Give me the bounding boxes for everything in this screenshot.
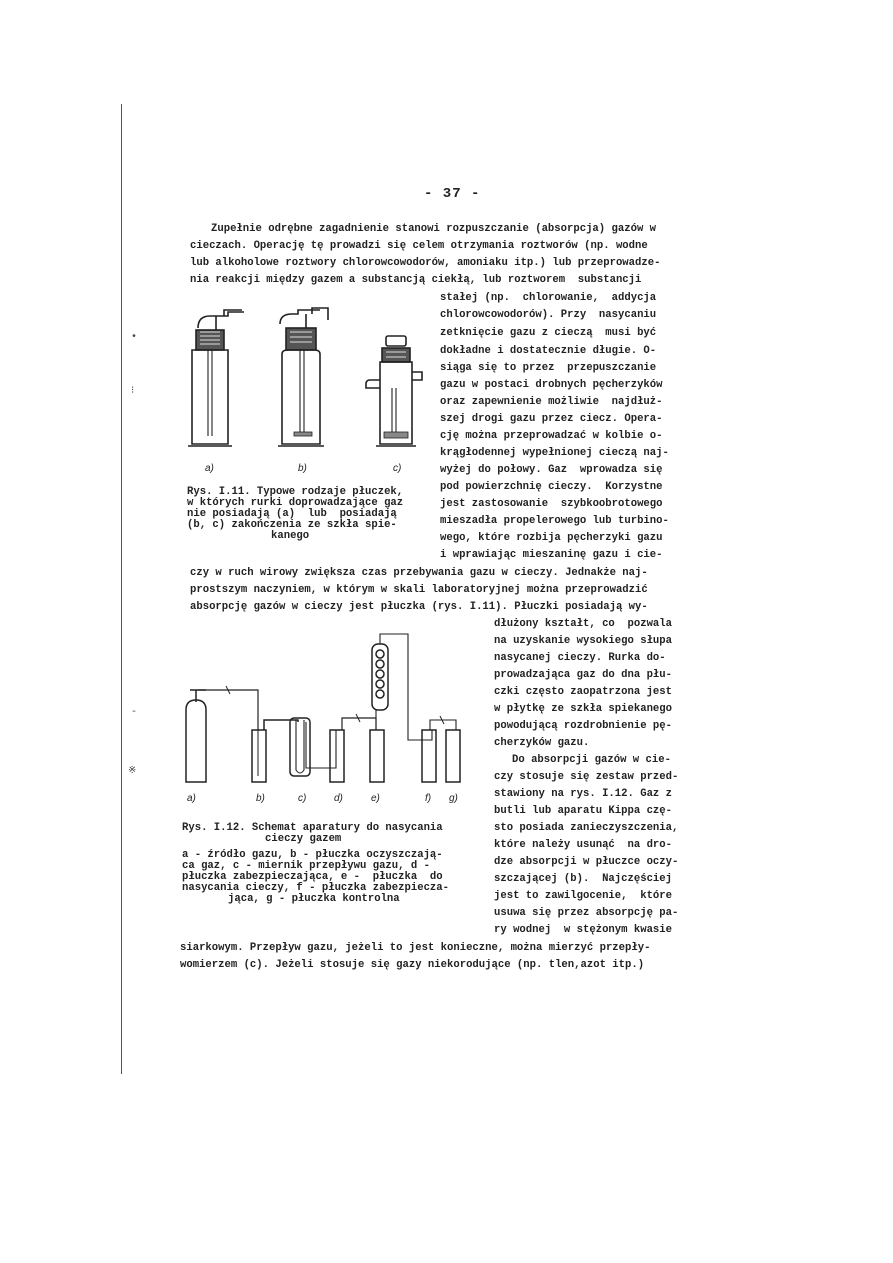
body-line: zetknięcie gazu z cieczą musi być: [440, 327, 657, 339]
body-line: ry wodnej w stężonym kwasie: [494, 924, 673, 936]
figure-1-caption-line: kanego: [271, 530, 310, 542]
washer-d-illustration: [330, 714, 376, 782]
figure-2-caption-line: a - źródło gazu, b - płuczka oczyszczają-: [182, 849, 443, 861]
body-line: cję można przeprowadzać w kolbie o-: [440, 430, 663, 442]
body-line: Zupełnie odrębne zagadnienie stanowi rozpuszczanie (absorpcja) gazów w: [211, 223, 657, 235]
scan-speck: ※: [128, 766, 137, 777]
body-line: powodującą rozdrobnienie pę-: [494, 720, 673, 732]
body-line: nasycanej cieczy. Rurka do-: [494, 652, 666, 664]
body-line: lub alkoholowe roztwory chlorowcowodorów, amoniaku itp.) lub przeprowadze-: [190, 257, 661, 269]
body-line: cherzyków gazu.: [494, 737, 590, 749]
body-line: jest to zawilgocenie, które: [494, 890, 673, 902]
body-line: siąga się to przez przepuszczanie: [440, 362, 657, 374]
body-line: w płytkę ze szkła spiekanego: [494, 703, 673, 715]
body-line: dze absorpcji w płuczce oczy-: [494, 856, 679, 868]
body-line: cieczach. Operację tę prowadzi się celem otrzymania roztworów (np. wodne: [190, 240, 648, 252]
body-line: Do absorpcji gazów w cie-: [512, 754, 671, 766]
figure-2-caption-line: Rys. I.12. Schemat aparatury do nasycania: [182, 822, 443, 834]
figure-2-label-b: b): [256, 793, 265, 804]
figure-2-label-e: e): [371, 793, 380, 804]
washer-b-illustration: [252, 720, 298, 782]
figure-2-caption-line: płuczka zabezpieczająca, e - płuczka do: [182, 871, 443, 883]
body-line: czy stosuje się zestaw przed-: [494, 771, 679, 783]
body-line: dłużony kształt, co pozwala: [494, 618, 673, 630]
figure-2-caption-line: ca gaz, c - miernik przepływu gazu, d -: [182, 860, 430, 872]
body-line: stałej (np. chlorowanie, addycja: [440, 292, 657, 304]
figure-1-caption-line: nie posiadają (a) lub posiadają: [187, 508, 397, 520]
washer-f-illustration: [422, 716, 456, 782]
body-line: czy w ruch wirowy zwiększa czas przebywania gazu w cieczy. Jednakże naj-: [190, 567, 648, 579]
body-line: usuwa się przez absorpcję pa-: [494, 907, 679, 919]
figure-2-caption-line: jąca, g - płuczka kontrolna: [228, 893, 400, 905]
figure-apparatus-schematic: [176, 620, 476, 790]
body-line: dokładne i dostatecznie długie. O-: [440, 345, 657, 357]
figure-1-caption-line: (b, c) zakończenia ze szkła spie-: [187, 519, 397, 531]
body-line: womierzem (c). Jeżeli stosuje się gazy niekorodujące (np. tlen,azot itp.): [180, 959, 645, 971]
body-line: absorpcję gazów w cieczy jest płuczka (rys. I.11). Płuczki posiadają wy-: [190, 601, 648, 613]
body-line: chlorowcowodorów). Przy nasycaniu: [440, 309, 657, 321]
body-line: sto posiada zanieczyszczenia,: [494, 822, 679, 834]
body-line: i wprawiając mieszaninę gazu i cie-: [440, 549, 663, 561]
body-line: na uzyskanie wysokiego słupa: [494, 635, 673, 647]
figure-gas-washers: [176, 306, 426, 456]
scan-speck: •: [131, 332, 138, 343]
figure-2-label-d: d): [334, 793, 343, 804]
body-line: wego, które rozbija pęcherzyki gazu: [440, 532, 663, 544]
figure-2-label-a: a): [187, 793, 196, 804]
figure-1-caption-line: w których rurki doprowadzające gaz: [187, 497, 404, 509]
body-line: szczającej (b). Najczęściej: [494, 873, 673, 885]
figure-2-label-c: c): [298, 793, 307, 804]
gas-cylinder-illustration: [186, 686, 258, 782]
body-line: pod powierzchnię cieczy. Korzystne: [440, 481, 663, 493]
page-number: - 37 -: [424, 186, 481, 202]
flowmeter-illustration: [290, 718, 336, 776]
body-line: które należy usunąć na dro-: [494, 839, 673, 851]
gas-washer-c-illustration: [366, 336, 422, 446]
body-line: wyżej do połowy. Gaz wprowadza się: [440, 464, 663, 476]
body-line: mieszadła propelerowego lub turbino-: [440, 515, 669, 527]
body-line: prostszym naczyniem, w którym w skali laboratoryjnej można przeprowadzić: [190, 584, 648, 596]
body-line: gazu w postaci drobnych pęcherzyków: [440, 379, 663, 391]
scan-margin-line: [121, 104, 122, 1074]
figure-2-label-g: g): [449, 793, 458, 804]
body-line: stawiony na rys. I.12. Gaz z: [494, 788, 673, 800]
body-line: krągłodennej wypełnionej cieczą naj-: [440, 447, 669, 459]
washer-g-illustration: [446, 730, 460, 782]
body-line: szej drogi gazu przez ciecz. Opera-: [440, 413, 663, 425]
scan-speck: -: [131, 707, 138, 718]
figure-1-label-a: a): [205, 463, 214, 474]
gas-washer-a-illustration: [188, 310, 244, 446]
body-line: prowadzająca gaz do dna płu-: [494, 669, 673, 681]
scan-speck: ⁝: [131, 386, 135, 397]
body-line: butli lub aparatu Kippa czę-: [494, 805, 673, 817]
body-line: nia reakcji między gazem a substancją ciekłą, lub roztworem substancji: [190, 274, 642, 286]
body-line: siarkowym. Przepływ gazu, jeżeli to jest konieczne, można mierzyć przepły-: [180, 942, 651, 954]
figure-1-label-b: b): [298, 463, 307, 474]
gas-washer-b-illustration: [278, 308, 328, 446]
figure-1-label-c: c): [393, 463, 402, 474]
figure-2-caption-line: cieczy gazem: [265, 833, 342, 845]
figure-2-label-f: f): [425, 793, 432, 804]
body-line: jest zastosowanie szybkoobrotowego: [440, 498, 663, 510]
body-line: oraz zapewnienie możliwie najdłuż-: [440, 396, 663, 408]
body-line: czki często zaopatrzona jest: [494, 686, 673, 698]
figure-1-caption-line: Rys. I.11. Typowe rodzaje płuczek,: [187, 486, 404, 498]
figure-2-caption-line: nasycania cieczy, f - płuczka zabezpiecza-: [182, 882, 450, 894]
